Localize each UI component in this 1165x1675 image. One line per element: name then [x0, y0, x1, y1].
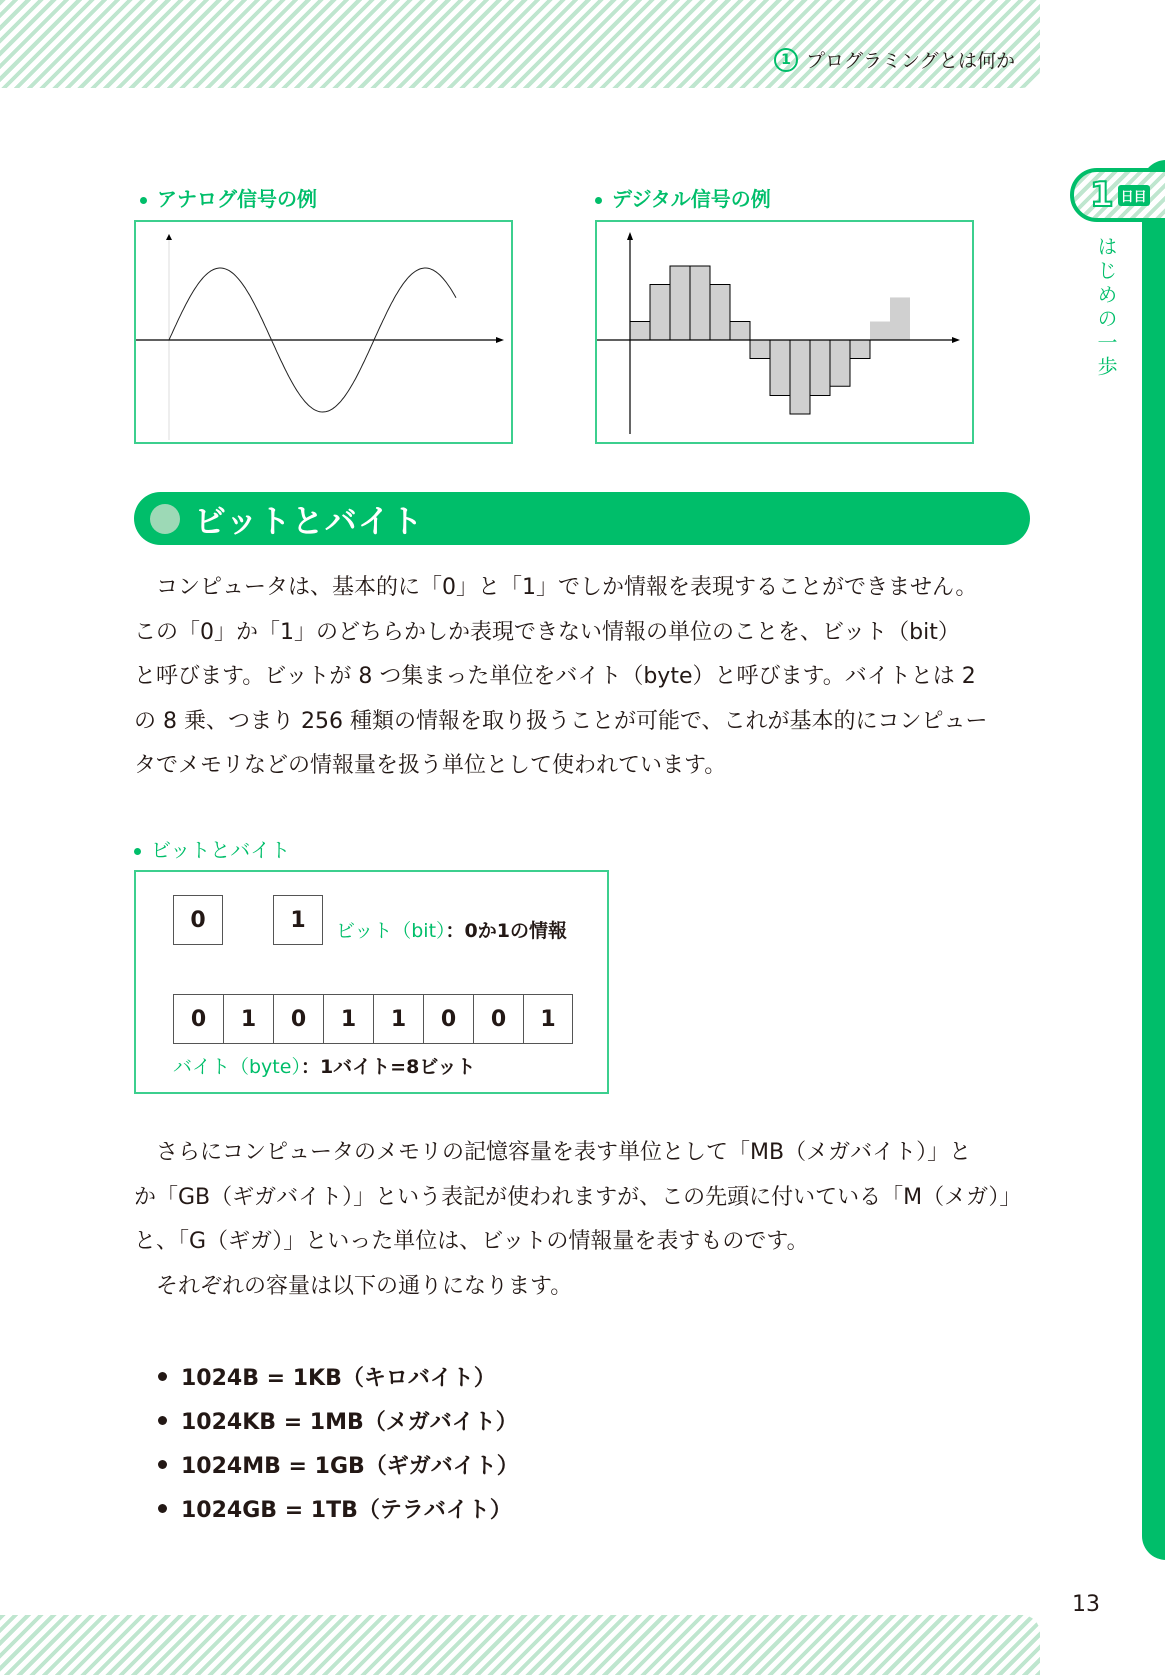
- bit-cell: 1: [273, 895, 323, 945]
- bitbyte-figure: [134, 870, 609, 1094]
- section-heading-banner: [134, 492, 1030, 545]
- day-label: 日目: [1118, 185, 1150, 206]
- y-axis-arrow-icon: [627, 232, 633, 240]
- paragraph-units: [134, 1131, 1034, 1309]
- bullet-icon: [158, 1372, 167, 1381]
- paragraph-line: さらにコンピュータのメモリの記憶容量を表す単位として「MB（メガバイト）」と: [156, 1140, 972, 1165]
- paragraph-line: と呼びます。ビットが 8 つ集まった単位をバイト（byte）と呼びます。バイトとは 2: [134, 664, 976, 689]
- bit-label: [336, 916, 567, 943]
- digital-caption-text: デジタル信号の例: [612, 187, 771, 211]
- digital-bar: [830, 340, 850, 386]
- section-title: ビットとバイト: [194, 501, 424, 540]
- byte-cell: 1: [223, 994, 273, 1044]
- bullet-icon: [595, 197, 602, 204]
- analog-figure-caption: [140, 183, 317, 212]
- footer-stripe-band: [0, 1615, 1040, 1675]
- list-item: [158, 1398, 519, 1442]
- bullet-icon: [140, 197, 147, 204]
- digital-bar: [690, 266, 710, 340]
- digital-bar: [810, 340, 830, 396]
- bullet-icon: [134, 848, 141, 855]
- bullet-icon: [158, 1504, 167, 1513]
- bullet-icon: [158, 1460, 167, 1469]
- byte-cell: 0: [473, 994, 523, 1044]
- digital-figure-caption: [595, 183, 771, 212]
- digital-bar: [770, 340, 790, 396]
- digital-signal-figure: [595, 220, 974, 444]
- paragraph-line: タでメモリなどの情報量を扱う単位として使われています。: [134, 753, 727, 778]
- paragraph-line: この「0」か「1」のどちらかしか表現できない情報の単位のことを、ビット（bit）: [134, 619, 960, 645]
- bit-cell: 0: [173, 895, 223, 945]
- running-title: プログラミングとは何か: [805, 50, 1015, 72]
- list-item-text: 1024B = 1KB（キロバイト）: [181, 1365, 496, 1391]
- digital-bar: [850, 340, 870, 359]
- byte-cell: 1: [523, 994, 573, 1044]
- digital-bar: [890, 297, 910, 340]
- paragraph-line: と、「G（ギガ）」といった単位は、ビットの情報量を表すものです。: [134, 1229, 809, 1254]
- paragraph-line: コンピュータは、基本的に「0」と「1」でしか情報を表現することができません。: [156, 575, 978, 600]
- digital-bar: [650, 285, 670, 341]
- digital-bar: [790, 340, 810, 414]
- bit-label-term: ビット（bit）: [336, 920, 446, 942]
- list-item: [158, 1354, 519, 1398]
- day-tab: [1070, 168, 1165, 222]
- byte-label-desc: ：1バイト=8ビット: [300, 1056, 476, 1078]
- paragraph-line: か「GB（ギガバイト）」という表記が使われますが、この先頭に付いている「M（メガ）」: [134, 1184, 1022, 1210]
- byte-cell: 0: [423, 994, 473, 1044]
- bullet-icon: [158, 1416, 167, 1425]
- list-item-text: 1024MB = 1GB（ギガバイト）: [181, 1453, 519, 1479]
- page-number: 13: [1072, 1592, 1100, 1617]
- byte-label-term: バイト（byte）: [173, 1056, 301, 1078]
- byte-cell: 0: [173, 994, 223, 1044]
- circle-bullet-icon: [150, 504, 180, 534]
- x-axis-arrow-icon: [496, 337, 504, 343]
- units-list: [158, 1354, 519, 1530]
- header-stripe-band: [0, 0, 1040, 88]
- bitbyte-caption-text: ビットとバイト: [151, 838, 291, 862]
- digital-bar: [710, 285, 730, 341]
- chapter-number-badge: 1: [774, 48, 798, 72]
- analog-signal-chart: [136, 222, 511, 442]
- paragraph-bits: [134, 566, 1034, 789]
- byte-row: [173, 994, 573, 1044]
- bitbyte-figure-caption: [134, 834, 290, 863]
- byte-cell: 0: [273, 994, 323, 1044]
- digital-bar: [870, 322, 890, 341]
- digital-bar: [670, 266, 690, 340]
- side-chapter-bar: [1142, 160, 1165, 1560]
- analog-caption-text: アナログ信号の例: [157, 187, 317, 211]
- digital-signal-chart: [597, 222, 972, 442]
- byte-label: [173, 1052, 476, 1079]
- list-item-text: 1024GB = 1TB（テラバイト）: [181, 1497, 512, 1523]
- digital-bar: [750, 340, 770, 359]
- digital-bar: [730, 322, 750, 341]
- x-axis-arrow-icon: [952, 337, 960, 343]
- byte-cell: 1: [323, 994, 373, 1044]
- day-number: 1: [1090, 175, 1114, 215]
- list-item-text: 1024KB = 1MB（メガバイト）: [181, 1409, 518, 1435]
- analog-signal-figure: [134, 220, 513, 444]
- paragraph-line: の 8 乗、つまり 256 種類の情報を取り扱うことが可能で、これが基本的にコンピュー: [134, 708, 988, 734]
- paragraph-line: それぞれの容量は以下の通りになります。: [156, 1273, 573, 1299]
- list-item: [158, 1442, 519, 1486]
- byte-cell: 1: [373, 994, 423, 1044]
- side-tab-title: はじめの一歩: [1094, 236, 1118, 380]
- y-axis-arrow-icon: [166, 234, 172, 240]
- bit-label-desc: ：0か1の情報: [445, 920, 567, 942]
- list-item: [158, 1486, 519, 1530]
- running-head: [774, 46, 1015, 73]
- digital-bar: [630, 322, 650, 341]
